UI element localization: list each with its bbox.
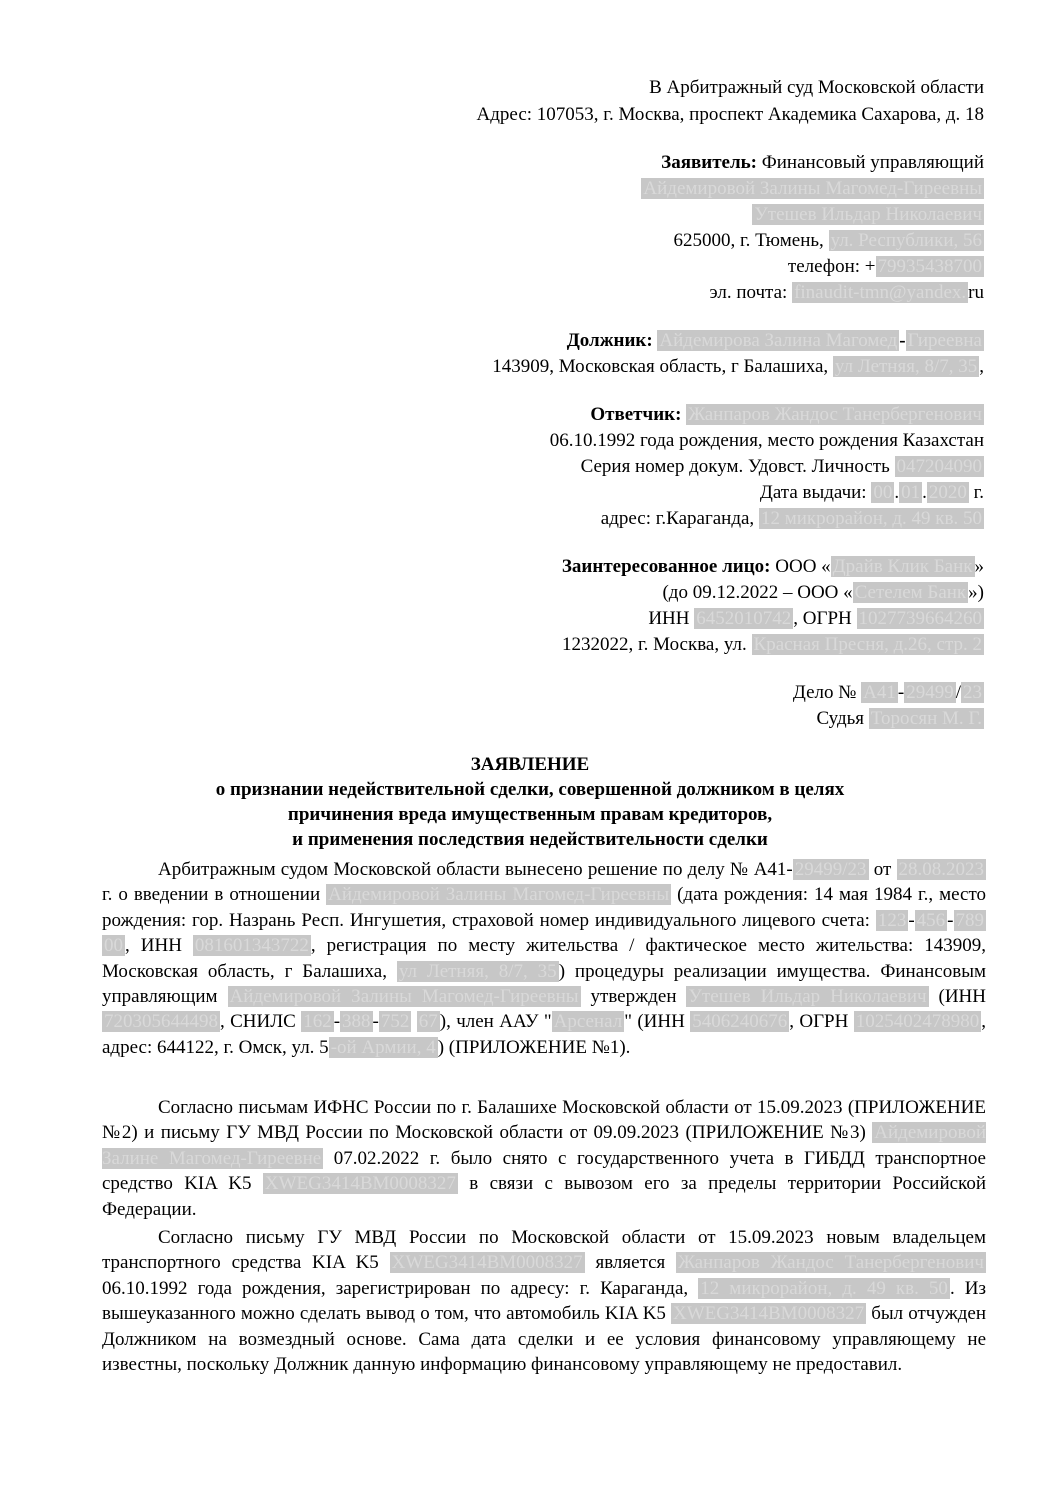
redacted-block: ул Летняя, 8/7, 35	[834, 356, 978, 377]
redacted-block: Торосян М. Г.	[870, 708, 982, 729]
applicant-email: эл. почта: finaudit-tmn@yandex. ru	[709, 282, 984, 303]
paragraph-3: Согласно письму ГУ МВД России по Московской области от 15.09.2023 новым владельцем транспортного средства KIA K5 XWEG3414BM0008327 является Жанпаров Жандос Танербергенович 06.10.1992 года рождения, зарегистрирован по адресу: г. Караганда, 12 микрорайон, д. 49 кв. 50 . Из вышеуказанного можно сделать вывод о том, что автомобиль KIA K5 XWEG3414BM0008327 был отчужден Должником на возмездный основе. Сама дата сделки и ее условия финансовому управляющему не известны, поскольку Должник данную информацию финансовому управляющему не предоставил.	[102, 1227, 986, 1376]
redacted-block: Жанпаров Жандос Танербергенович	[678, 1252, 984, 1274]
respondent-issue-date: Дата выдачи: 00 . 01 . 2020 г.	[759, 482, 984, 503]
respondent-line: Ответчик: Жанпаров Жандос Танербергенович	[590, 404, 982, 425]
redacted-block: Айдемирова Залина Магомед	[659, 330, 898, 351]
redacted-block: 388	[342, 1011, 371, 1033]
paragraph-1: Арбитражным судом Московской области вынесено решение по делу № А41- 29499/23 от 28.08.2023 г. о введении в отношении Айдемировой Залины Магомед-Гиреевны (дата рождения: 14 мая 1984 г., место рождения: гор. Назрань Респ. Ингушетия, страховой номер индивидуального лицевого счета: 123 - 456 - 789 00 , ИНН 081601343722 , регистрация по месту жительства / фактическое место жительства: 143909, Московская область, г Балашиха, ул Летняя, 8/7, 35 ) процедуры реализации имущества. Финансовым управляющим Айдемировой Залины Магомед-Гиреевны утвержден Утешев Ильдар Николаевич (ИНН 720305644498 , СНИЛС 162 - 388 - 752 67 ), член ААУ " Арсенал " (ИНН 5406240676 , ОГРН 1025402478980 , адрес: 644122, г. Омск, ул. 5 -ой Армии, 4 ) (ПРИЛОЖЕНИЕ №1).	[102, 859, 987, 1058]
redacted-block: 1027739664260	[858, 608, 982, 629]
redacted-block: 00	[873, 482, 893, 503]
redacted-block: 28.08.2023	[898, 859, 984, 880]
redacted-block: Драйв Клик Банк	[832, 556, 973, 577]
redacted-block: 047204090	[896, 456, 982, 477]
redacted-block: ул Летняя, 8/7, 35	[398, 960, 557, 982]
redacted-block: 12 микрорайон, д. 49 кв. 50	[760, 508, 982, 529]
redacted-block: Утешев Ильдар Николаевич	[688, 986, 927, 1008]
case-number: Дело № А41 - 29499 / 23	[792, 682, 982, 703]
redacted-block: 6452010742	[696, 608, 792, 629]
redacted-block: 162	[303, 1011, 332, 1033]
applicant-debtor	[641, 177, 984, 201]
redacted-block: Красная Пресня, д.26, стр. 2	[753, 634, 982, 655]
court-address: Адрес: 107053, г. Москва, проспект Академика Сахарова, д. 18	[476, 104, 984, 125]
redacted-block: А41	[863, 682, 896, 703]
redacted-block: Арсенал	[553, 1011, 623, 1033]
redacted-block: 1025402478980	[855, 1011, 980, 1033]
redacted-block: 01	[901, 482, 921, 503]
interested-line: Заинтересованное лицо: ООО « Драйв Клик Банк »	[561, 556, 984, 577]
redacted-block: XWEG3414BM0008327	[391, 1252, 583, 1274]
redacted-block: 29499/23	[794, 859, 867, 880]
redacted-block: 12 микрорайон, д. 49 кв. 50	[700, 1277, 948, 1299]
interested-prev-name: (до 09.12.2022 – ООО « Сетелем Банк »)	[662, 582, 984, 603]
redacted-block: 789	[955, 909, 984, 931]
redacted-block: Айдемировой Залины Магомед-Гиреевны	[229, 986, 579, 1008]
redacted-block: 752	[380, 1011, 410, 1033]
redacted-block: XWEG3414BM0008327	[673, 1303, 865, 1325]
redacted-block: Гиреевна	[907, 330, 982, 351]
redacted-block: 2020	[928, 482, 967, 503]
respondent-birth: 06.10.1992 года рождения, место рождения Казахстан	[549, 430, 984, 451]
redacted-block: 79935438700	[877, 256, 982, 277]
redacted-block: 720305644498	[104, 1011, 218, 1033]
respondent-address: адрес: г.Караганда, 12 микрорайон, д. 49 кв. 50	[600, 508, 982, 529]
debtor-address: 143909, Московская область, г Балашиха, ул Летняя, 8/7, 35 ,	[492, 356, 984, 377]
interested-inn-ogrn: ИНН 6452010742 , ОГРН 1027739664260	[648, 608, 982, 629]
redacted-block: Утешев Ильдар Николаевич	[754, 204, 982, 225]
redacted-block: 123	[877, 909, 907, 931]
applicant-line: Заявитель: Финансовый управляющий	[661, 152, 984, 173]
debtor-line: Должник: Айдемирова Залина Магомед - Гиреевна	[566, 330, 982, 351]
paragraph-2: Согласно письмам ИФНС России по г. Балашихе Московской области от 15.09.2023 (ПРИЛОЖЕНИЕ №2) и письму ГУ МВД России по Московской области от 09.09.2023 (ПРИЛОЖЕНИЕ №3) Айдемировой Залине Магомед-Гиреевне 07.02.2022 г. было снято с государственного учета в ГИБДД транспортное средство KIA K5 XWEG3414BM0008327 в связи с вывозом его за пределы территории Российской Федерации.	[102, 1097, 986, 1220]
redacted-block: 081601343722	[194, 935, 309, 957]
judge-line: Судья Торосян М. Г.	[816, 708, 982, 729]
redacted-block: Айдемировой Залине Магомед-Гиреевне	[102, 1122, 986, 1169]
redacted-block: 23	[963, 682, 982, 703]
redacted-block: 29499	[906, 682, 954, 703]
redacted-block: 67	[418, 1011, 438, 1033]
respondent-doc: Серия номер докум. Удовст. Личность 047204090	[580, 456, 982, 477]
redacted-block: 456	[916, 909, 946, 931]
applicant-name	[752, 203, 984, 227]
redacted-block: 5406240676	[692, 1011, 788, 1033]
interested-address: 1232022, г. Москва, ул. Красная Пресня, д.26, стр. 2	[562, 634, 982, 655]
redacted-block: XWEG3414BM0008327	[264, 1173, 456, 1195]
doc-subtitle-3: и применения последствия недействительности сделки	[292, 829, 768, 850]
applicant-phone: телефон: + 79935438700	[787, 256, 982, 277]
court-line: В Арбитражный суд Московской области	[649, 77, 984, 98]
redacted-block: Сетелем Банк	[854, 582, 967, 603]
doc-subtitle-1: о признании недействительной сделки, совершенной должником в целях	[215, 779, 845, 800]
redacted-block: finaudit-tmn@yandex.	[794, 282, 967, 303]
redacted-block: Жанпаров Жандос Танербергенович	[688, 404, 982, 425]
doc-title: ЗАЯВЛЕНИЕ	[470, 754, 590, 775]
redacted-block: Айдемировой Залины Магомед-Гиреевны	[328, 884, 670, 906]
redacted-block: Айдемировой Залины Магомед-Гиреевны	[643, 178, 982, 199]
applicant-address: 625000, г. Тюмень, ул. Республики, 56	[673, 230, 982, 251]
doc-subtitle-2: причинения вреда имущественным правам кредиторов,	[287, 804, 773, 825]
redacted-block: 00	[104, 935, 123, 957]
redacted-block: ул. Республики, 56	[830, 230, 982, 251]
redacted-block: -ой Армии, 4	[330, 1036, 436, 1058]
